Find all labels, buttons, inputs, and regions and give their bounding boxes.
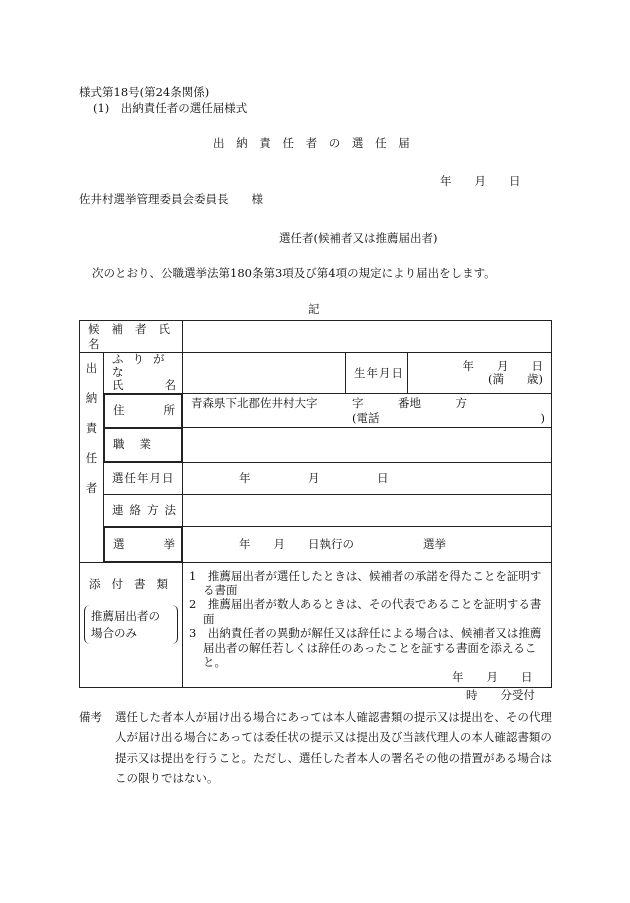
remarks-text: 選任した者本人が届け出る場合にあっては本人確認書類の提示又は提出を、その代理人が届け出る場合にあっては委任状の提示又は提出及び当該代理人の本人確認書類の提示又は提出を行うこと。ただし、選任した者本人の署名その他の措置がある場合はこの限りではない。	[115, 710, 552, 786]
note-item: 2 推薦届出者が数人あるときは、その代表であることを証明する書面	[189, 597, 542, 626]
sender-label: 選任者(候補者又は推薦届出者)	[279, 231, 438, 245]
form-number: 様式第18号(第24条関係)	[79, 85, 210, 99]
note-item: 3 出納責任者の異動が解任又は辞任による場合は、候補者又は推薦届出者の解任若しくは辞任のあったことを証する書面を添えること。	[189, 626, 542, 669]
bracket-note: 推薦届出者の場合のみ	[84, 605, 178, 644]
address-field[interactable]: 青森県下北郡佐井村大字 字 番地 方 (電話 )	[183, 393, 552, 428]
birth-field[interactable]: 年 月 日 (満 歳)	[408, 353, 552, 394]
receipt-time: 時 分受付	[466, 688, 535, 702]
appointed-date-label: 選任年月日	[104, 462, 183, 494]
furigana-name-label: ふりがな 氏 名	[104, 353, 183, 394]
ki-label: 記	[308, 302, 320, 316]
attachment-label-cell	[80, 562, 183, 687]
attachment-notes	[183, 562, 552, 687]
remarks	[79, 707, 554, 789]
occupation-field[interactable]	[183, 428, 552, 463]
addressee: 佐井村選挙管理委員会委員長 様	[79, 192, 263, 206]
form-subtitle: (1) 出納責任者の選任届様式	[93, 101, 248, 115]
treasurer-name-field[interactable]	[183, 353, 346, 394]
form-title: 出 納 責 任 者 の 選 任 届	[213, 136, 414, 150]
appointment-form-table	[79, 320, 552, 688]
birth-label: 生年月日	[346, 353, 408, 394]
name-label: 氏 名	[112, 378, 176, 393]
election-field[interactable]: 年 月 日執行の 選挙	[183, 526, 552, 562]
attachment-label: 添付書類	[89, 576, 179, 591]
election-label: 選 挙	[104, 527, 182, 562]
receipt-date: 年 月 日	[452, 670, 533, 684]
candidate-name-field[interactable]	[183, 321, 552, 353]
contact-label: 連絡方法	[104, 494, 183, 526]
note-item: 1 推薦届出者が選任したときは、候補者の承諾を得たことを証明する書面	[189, 568, 542, 598]
remarks-label: 備考	[79, 710, 102, 724]
candidate-name-label: 候補者氏名	[80, 321, 183, 353]
date-line: 年 月 日	[440, 174, 521, 188]
contact-field[interactable]	[183, 494, 552, 526]
occupation-label: 職 業	[104, 428, 182, 462]
intro-text: 次のとおり、公職選挙法第180条第3項及び第4項の規定により届出をします。	[92, 266, 496, 280]
address-label: 住 所	[104, 394, 182, 428]
treasurer-group-label: 出 納 責 任 者	[80, 353, 104, 563]
appointed-date-field[interactable]: 年 月 日	[183, 462, 552, 494]
